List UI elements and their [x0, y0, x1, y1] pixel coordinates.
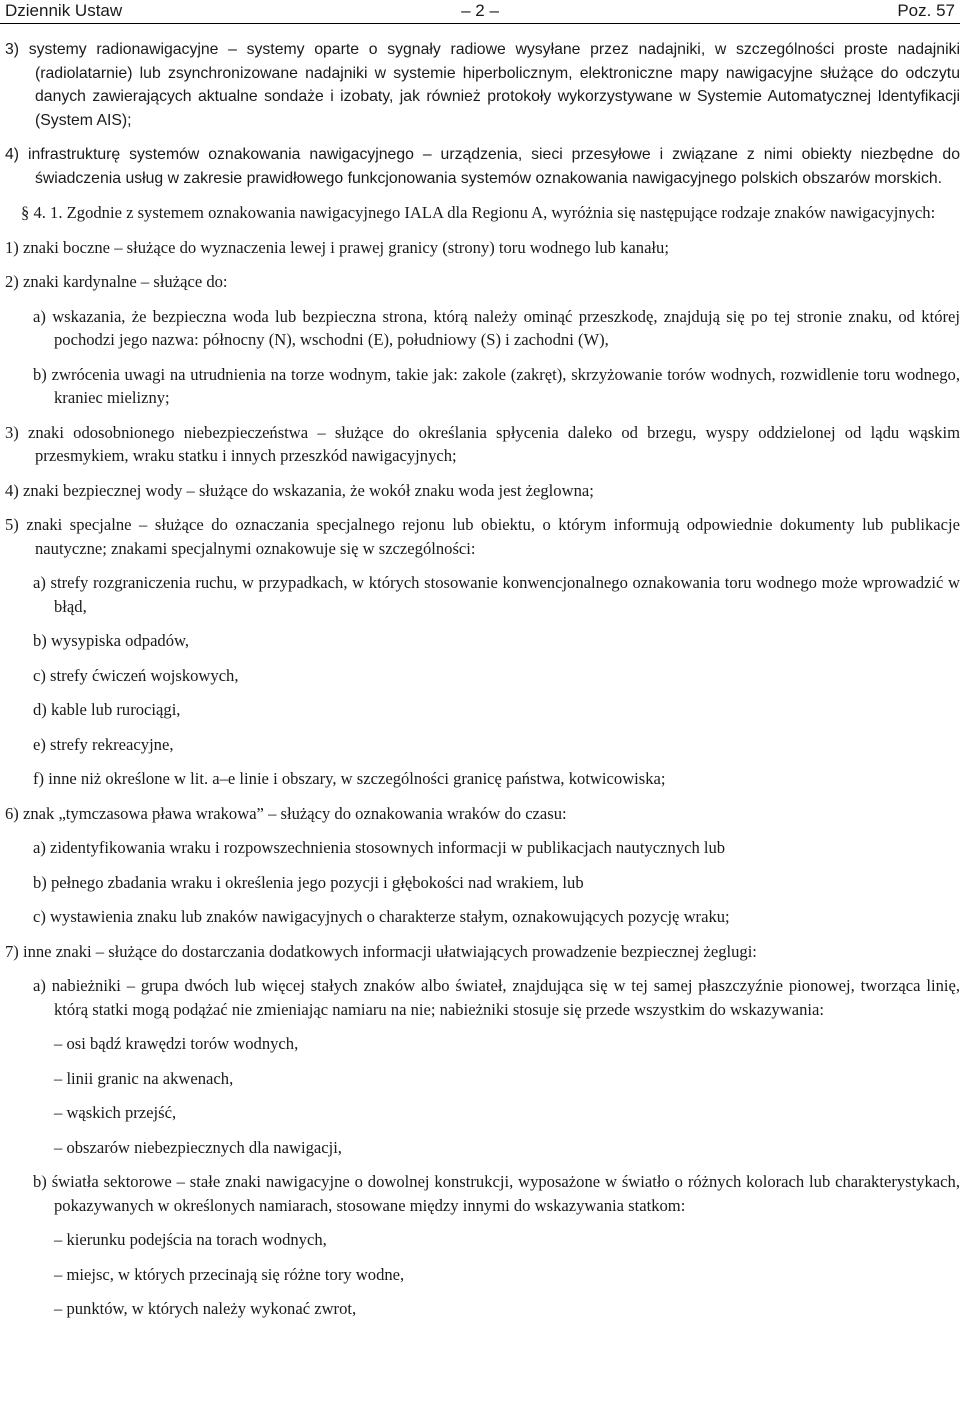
list-item-2: 2) znaki kardynalne – służące do: — [5, 272, 228, 291]
list-item-3: 3) znaki odosobnionego niebezpieczeństwa – służące do określania spłycenia daleko od brzegu, wyspy oddzielonej od lądu wąskim przesmykiem, wraku statku i innych przeszkód nawigacyjnych; — [5, 422, 960, 465]
list-item-1: 1) znaki boczne – służące do wyznaczenia lewej i prawej granicy (strony) toru wodnego lub kanału; — [5, 237, 669, 257]
list-item-7a-dash-1: – osi bądź krawędzi torów wodnych, — [54, 1034, 299, 1053]
document-body — [5, 38, 960, 1321]
definition-4: 4) infrastrukturę systemów oznakowania nawigacyjnego – urządzenia, sieci przesyłowe i związane z nimi obiekty niezbędne do świadczenia usług w zakresie prawidłowego funkcjonowania systemów oznakowania nawigacyjnego polskich obszarów morskich. — [5, 146, 960, 187]
list-item-7b-dash-3: – punktów, w których należy wykonać zwrot, — [54, 1299, 357, 1318]
journal-title: Dziennik Ustaw — [5, 1, 123, 20]
list-item-2a: a) wskazania, że bezpieczna woda lub bezpieczna strona, którą należy ominąć przeszkodę, znajdują się po tej stronie znaku, od której pochodzi jego nazwa: północny (N), wschodni (E), południowy (S) i zachodni (W), — [33, 306, 960, 349]
position-number: Poz. 57 — [897, 1, 955, 20]
list-item-2b: b) zwrócenia uwagi na utrudnienia na torze wodnym, takie jak: zakole (zakręt), skrzyżowanie torów wodnych, rozwidlenie toru wodnego, kraniec mielizny; — [33, 364, 960, 407]
list-item-7b-dash-2: – miejsc, w których przecinają się różne tory wodne, — [54, 1264, 405, 1284]
list-item-5d: d) kable lub rurociągi, — [33, 700, 181, 719]
page-header — [0, 0, 960, 24]
definition-3: 3) systemy radionawigacyjne – systemy oparte o sygnały radiowe wysyłane przez nadajniki, w szczególności proste nadajniki (radiolatarnie) lub zsynchronizowane nadajniki w systemie hiperbolicznym, elektroniczne mapy nawigacyjne służące do odczytu danych zawierających aktualne sondaże i izobaty, jak również protokoły wykorzystywane w Systemie Automatycznej Identyfikacji (System AIS); — [5, 41, 960, 129]
list-item-7b: b) światła sektorowe – stałe znaki nawigacyjne o dowolnej konstrukcji, wyposażone w światło o różnych kolorach lub charakterystykach, pokazywanych w określonych namiarach, stosowane między innymi do wskazywania statkom: — [33, 1172, 960, 1215]
section-4-intro: § 4. 1. Zgodnie z systemem oznakowania nawigacyjnego IALA dla Regionu A, wyróżnia się następujące rodzaje znaków nawigacyjnych: — [21, 203, 936, 222]
list-item-7a: a) nabieżniki – grupa dwóch lub więcej stałych znaków albo świateł, znajdująca się w tej samej płaszczyźnie pionowej, tworząca linię, którą statki mogą podążać nie zmieniając namiaru na nie; nabieżniki stosuje się przede wszystkim do wskazywania: — [33, 976, 960, 1019]
list-item-6: 6) znak „tymczasowa pława wrakowa” – służący do oznakowania wraków do czasu: — [5, 803, 567, 823]
list-item-7a-dash-4: – obszarów niebezpiecznych dla nawigacji, — [54, 1137, 342, 1157]
list-item-5a: a) strefy rozgraniczenia ruchu, w przypadkach, w których stosowanie konwencjonalnego oznakowania toru wodnego może wprowadzić w błąd, — [33, 573, 960, 616]
list-item-7: 7) inne znaki – służące do dostarczania dodatkowych informacji ułatwiających prowadzenie bezpiecznej żeglugi: — [5, 941, 757, 961]
list-item-6a: a) zidentyfikowania wraku i rozpowszechnienia stosownych informacji w publikacjach nautycznych lub — [33, 838, 726, 857]
list-item-5e: e) strefy rekreacyjne, — [33, 734, 174, 754]
list-item-4: 4) znaki bezpiecznej wody – służące do wskazania, że wokół znaku woda jest żeglowna; — [5, 480, 594, 500]
list-item-5: 5) znaki specjalne – służące do oznaczania specjalnego rejonu lub obiektu, o którym informują odpowiednie dokumenty lub publikacje nautyczne; znakami specjalnymi oznakowuje się w szczególności: — [5, 515, 960, 558]
page-number: – 2 – — [461, 1, 499, 20]
list-item-5f: f) inne niż określone w lit. a–e linie i obszary, w szczególności granicę państwa, kotwicowiska; — [33, 769, 666, 788]
list-item-7a-dash-2: – linii granic na akwenach, — [54, 1068, 234, 1088]
list-item-5b: b) wysypiska odpadów, — [33, 631, 190, 650]
list-item-7b-dash-1: – kierunku podejścia na torach wodnych, — [54, 1230, 327, 1249]
list-item-5c: c) strefy ćwiczeń wojskowych, — [33, 665, 239, 685]
list-item-6b: b) pełnego zbadania wraku i określenia jego pozycji i głębokości nad wrakiem, lub — [33, 872, 584, 892]
list-item-7a-dash-3: – wąskich przejść, — [54, 1103, 177, 1122]
list-item-6c: c) wystawienia znaku lub znaków nawigacyjnych o charakterze stałym, oznakowujących pozycję wraku; — [33, 907, 730, 926]
header-divider — [0, 23, 960, 24]
